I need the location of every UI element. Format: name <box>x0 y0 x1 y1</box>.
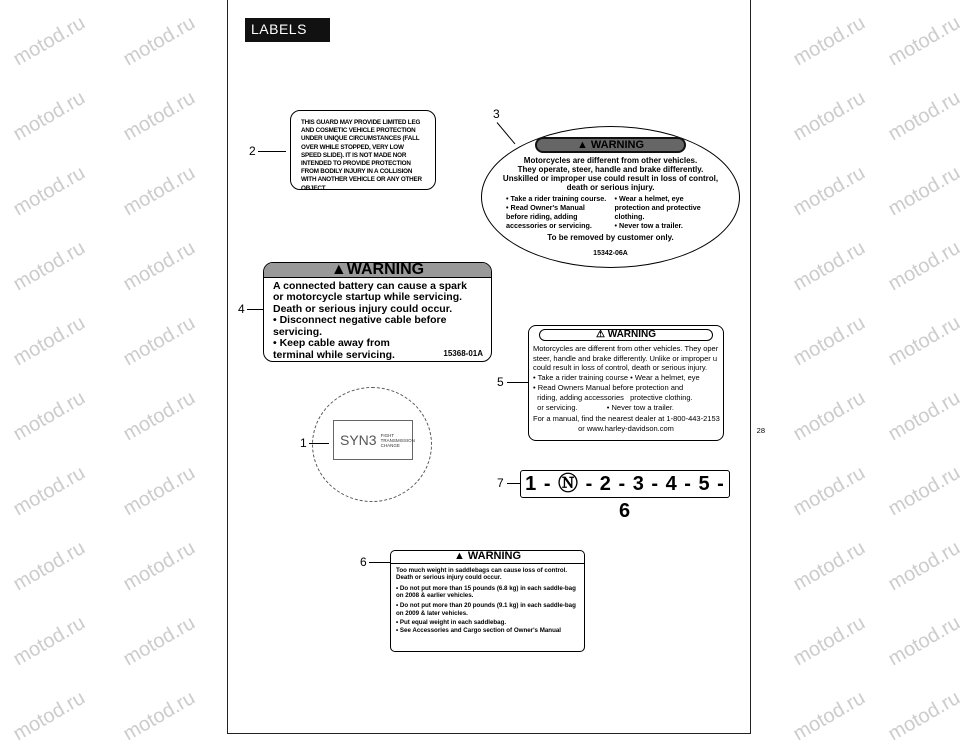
callout-5: 5 <box>497 375 504 389</box>
warning-header: ▲ WARNING <box>391 551 584 564</box>
watermark: motod.ru <box>884 86 964 146</box>
callout-2: 2 <box>249 144 256 158</box>
bullet: • Keep cable away from terminal while servicing. <box>273 337 395 361</box>
callout-6: 6 <box>360 555 367 569</box>
text-line: could result in loss of control, death or serious injury. <box>533 363 708 373</box>
watermark: motod.ru <box>119 461 199 521</box>
gear-pattern-label: 1 - Ⓝ - 2 - 3 - 4 - 5 - 6 <box>520 470 730 498</box>
part-number: 15342-06A <box>593 250 628 257</box>
text-line: Motorcycles are different from other vehicles. <box>523 156 698 165</box>
watermark: motod.ru <box>789 311 869 371</box>
brand-text: SYN3 <box>340 432 377 448</box>
bullet: • Never tow a trailer. <box>614 221 683 230</box>
footer-text: For a manual, find the nearest dealer at 1-800-443-2153 <box>533 414 720 424</box>
watermark: motod.ru <box>884 161 964 221</box>
syn3-emblem <box>333 420 413 460</box>
watermark: motod.ru <box>884 386 964 446</box>
section-tab: LABELS <box>245 18 330 42</box>
watermark: motod.ru <box>9 461 89 521</box>
text-line: Death or serious injury could occur. <box>396 574 502 582</box>
text-line: Unskilled or improper use could result in loss of control, <box>502 174 719 183</box>
footer-text: To be removed by customer only. <box>547 233 674 242</box>
page-fragment: 28 <box>756 426 765 436</box>
watermark: motod.ru <box>119 311 199 371</box>
watermark: motod.ru <box>9 11 89 71</box>
watermark: motod.ru <box>9 86 89 146</box>
text-line: or motorcycle startup while servicing. <box>273 291 463 303</box>
warning-header: ⚠ WARNING <box>539 329 713 341</box>
bullet: • Take a rider training course. <box>506 194 607 203</box>
text-line: They operate, steer, handle and brake differently. <box>517 165 704 174</box>
bullet: • See Accessories and Cargo section of Owner's Manual <box>396 626 562 634</box>
callout-4: 4 <box>238 302 245 316</box>
watermark: motod.ru <box>884 311 964 371</box>
callout-7: 7 <box>497 476 504 490</box>
sub-text: FIGHT TRANSMISSION CHANGE <box>380 432 415 448</box>
bullet: • Wear a helmet, eye protection and protective clothing. <box>614 194 701 221</box>
saddlebag-warning-label <box>390 550 585 652</box>
leader-line <box>507 382 528 383</box>
text-line: • Read Owners Manual before protection and <box>533 382 684 392</box>
watermark: motod.ru <box>119 161 199 221</box>
watermark: motod.ru <box>9 536 89 596</box>
watermark: motod.ru <box>884 236 964 296</box>
watermark: motod.ru <box>789 536 869 596</box>
watermark: motod.ru <box>119 11 199 71</box>
warning-header: ▲ WARNING <box>535 137 686 153</box>
bullet: • Disconnect negative cable before servicing. <box>273 314 447 338</box>
callout-1: 1 <box>300 436 307 450</box>
bullet: • Read Owner's Manual before riding, adding accessories or servicing. <box>506 203 592 230</box>
leader-line <box>507 483 520 484</box>
battery-warning-label <box>263 262 492 362</box>
watermark: motod.ru <box>789 11 869 71</box>
text-line: or servicing. • Never tow a trailer. <box>533 402 675 412</box>
watermark: motod.ru <box>884 611 964 671</box>
leader-line <box>247 309 263 310</box>
syn3-label <box>312 387 432 502</box>
watermark: motod.ru <box>119 236 199 296</box>
watermark: motod.ru <box>789 461 869 521</box>
watermark: motod.ru <box>119 86 199 146</box>
watermark: motod.ru <box>789 161 869 221</box>
watermark: motod.ru <box>119 611 199 671</box>
watermark: motod.ru <box>119 686 199 746</box>
watermark: motod.ru <box>9 161 89 221</box>
rectangular-warning-label <box>528 325 765 441</box>
text-line: steer, handle and brake differently. Unlike or improper u <box>533 353 717 363</box>
footer-url: or www.harley-davidson.com <box>578 424 674 434</box>
text-line: Motorcycles are different from other vehicles. They oper <box>533 343 719 353</box>
watermark: motod.ru <box>9 311 89 371</box>
leader-line <box>258 151 286 152</box>
part-number: 15368-01A <box>443 349 483 358</box>
watermark: motod.ru <box>789 236 869 296</box>
bullet: • Put equal weight in each saddlebag. <box>396 619 507 627</box>
text-line: Death or serious injury could occur. <box>273 302 453 315</box>
leader-line <box>369 562 390 563</box>
watermark: motod.ru <box>884 461 964 521</box>
guard-label <box>290 110 436 190</box>
watermark: motod.ru <box>9 611 89 671</box>
guard-label-text: THIS GUARD MAY PROVIDE LIMITED LEG AND COSMETIC VEHICLE PROTECTION UNDER UNIQUE CIRCUMSTANCES (FALL OVER WHILE STOPPED, VERY LOW SPEED SLIDE). IT IS NOT MADE NOR INTENDED TO PROVIDE PROTECTION FROM BODILY INJURY IN A COLLISION WITH ANOTHER VEHICLE OR ANY OTHER OBJECT. <box>301 119 422 192</box>
text-line: Too much weight in saddlebags can cause loss of control. <box>396 566 568 574</box>
text-line: death or serious injury. <box>566 183 655 192</box>
callout-3: 3 <box>493 107 500 121</box>
oval-warning-label <box>481 126 740 268</box>
watermark: motod.ru <box>789 86 869 146</box>
watermark: motod.ru <box>789 386 869 446</box>
bullet: • Do not put more than 15 pounds (6.8 kg) in each saddle-bag on 2008 & earlier vehicles. <box>396 584 576 600</box>
text-line: • Take a rider training course • Wear a helmet, eye <box>533 373 700 383</box>
watermark: motod.ru <box>9 386 89 446</box>
watermark: motod.ru <box>789 611 869 671</box>
warning-header: ▲WARNING <box>264 263 491 278</box>
label-body <box>533 344 719 413</box>
text-line: A connected battery can cause a spark <box>273 279 467 292</box>
watermark: motod.ru <box>789 686 869 746</box>
text-line: riding, adding accessories protective clothing. <box>533 392 693 402</box>
watermark: motod.ru <box>884 11 964 71</box>
watermark: motod.ru <box>884 536 964 596</box>
watermark: motod.ru <box>9 686 89 746</box>
watermark: motod.ru <box>119 536 199 596</box>
watermark: motod.ru <box>119 386 199 446</box>
watermark: motod.ru <box>9 236 89 296</box>
watermark: motod.ru <box>884 686 964 746</box>
bullet: • Do not put more than 20 pounds (9.1 kg) in each saddle-bag on 2009 & later vehicles. <box>396 601 576 617</box>
